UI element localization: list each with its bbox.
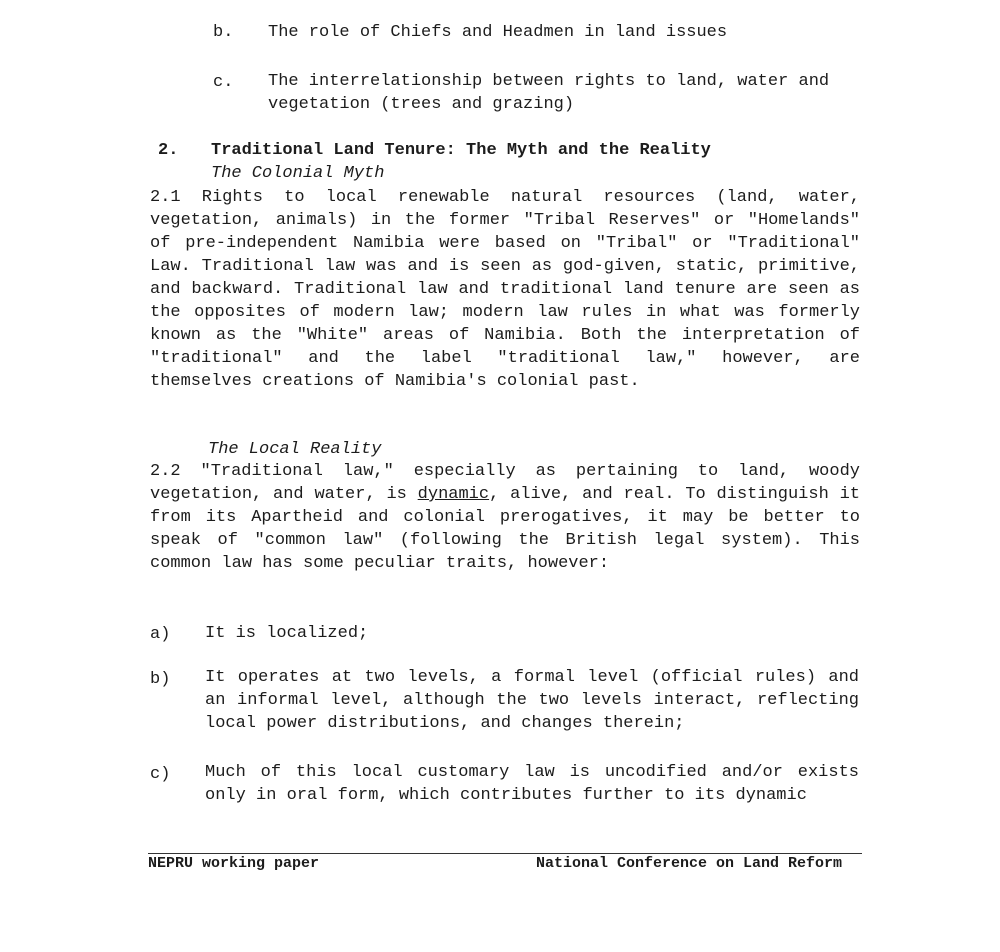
- list-item-c-line1: The interrelationship between rights to land, water and: [268, 72, 830, 91]
- trait-b-text: It operates at two levels, a formal level (official rules) and an informal level, although the two levels interact, reflecting local power distributions, and changes therein;: [205, 668, 859, 733]
- paragraph-2-2: [150, 460, 860, 575]
- trait-c-text: Much of this local customary law is uncodified and/or exists only in oral form, which contributes further to its dynamic: [205, 763, 859, 805]
- subheading-colonial-myth: The Colonial Myth: [211, 164, 385, 183]
- subheading-local-reality: The Local Reality: [208, 440, 382, 459]
- underlined-dynamic: dynamic: [417, 485, 490, 504]
- trait-marker-b: b): [150, 670, 171, 689]
- footer-rule: [148, 853, 862, 854]
- list-item-b-text: The role of Chiefs and Headmen in land issues: [268, 23, 728, 42]
- trait-a-text: It is localized;: [205, 624, 369, 643]
- footer-left: NEPRU working paper: [148, 855, 320, 872]
- paragraph-2-2-start: 2.2 "Traditional law," especially as pertaining to land, woody vegetation, and water, is: [150, 462, 860, 504]
- footer-right: National Conference on Land Reform: [536, 855, 843, 872]
- list-marker-b: b.: [213, 23, 234, 42]
- paragraph-2-1: 2.1 Rights to local renewable natural resources (land, water, vegetation, animals) in the former "Tribal Reserves" or "Homelands" of pre-independent Namibia were based on "Tribal" or "Traditional" Law. Traditional law was and is seen as god-given, static, primitive, and backward. Traditional law and traditional land tenure are seen as the opposites of modern law; modern law rules in what was formerly known as the "White" areas of Namibia. Both the interpretation of "traditional" and the label "traditional law," however, are themselves creations of Namibia's colonial past.: [150, 188, 860, 391]
- trait-marker-c: c): [150, 765, 171, 784]
- paragraph-2-2-end: , alive, and real. To distinguish it from its Apartheid and colonial prerogatives, it may be better to speak of "common law" (following the British legal system). This common law has some peculiar traits, however:: [150, 485, 860, 573]
- section-heading: Traditional Land Tenure: The Myth and the Reality: [211, 141, 711, 160]
- list-item-c-line2: vegetation (trees and grazing): [268, 95, 575, 114]
- trait-marker-a: a): [150, 625, 171, 644]
- list-marker-c: c.: [213, 73, 234, 92]
- section-number: 2.: [158, 141, 179, 160]
